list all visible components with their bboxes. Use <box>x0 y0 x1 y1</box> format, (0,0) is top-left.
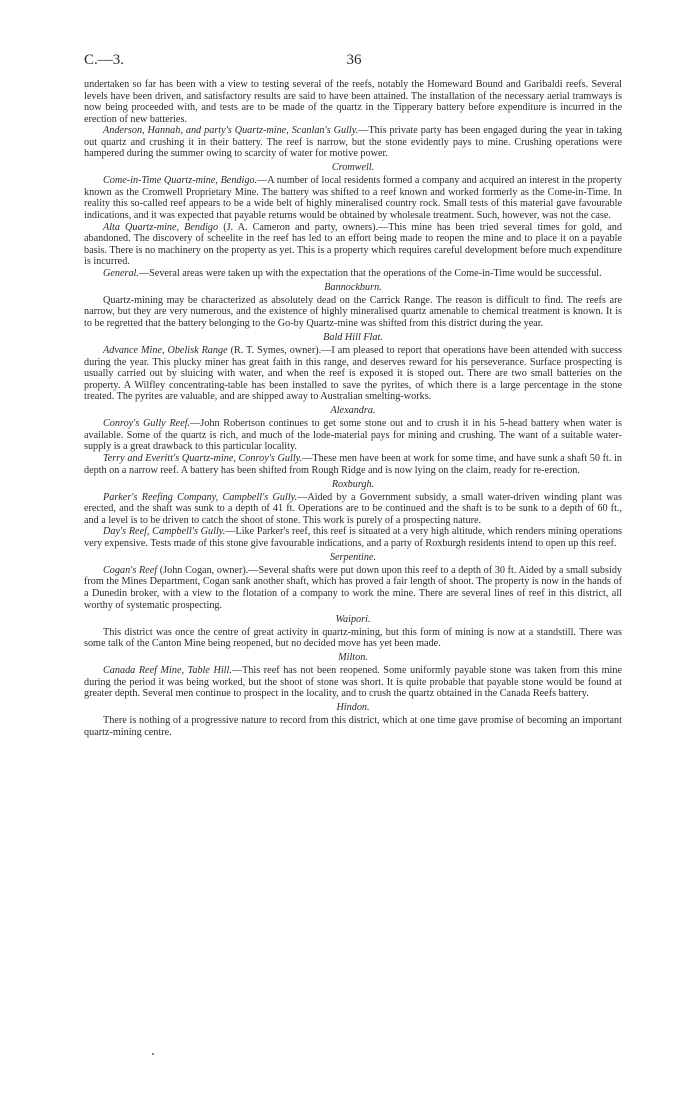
come-in-time-text: —A number of local residents formed a company and acquired an interest in the property known as the Cromwell Proprietary Mine. The battery was shifted to a reef known and worked formerly as the Come-in-Time. In reality this so-called reef appears to be a wide belt of highly mineralised country rock. Small tests of this material gave favourable indications, and it was expected that payable returns would be obtained by wholesale treatment. Such, however, was not the case. <box>84 175 622 222</box>
conroys-gully-paragraph <box>84 418 622 453</box>
terry-everitt-text: —These men have been at work for some time, and have sunk a shaft 50 ft. in depth on a narrow reef. A battery has been shifted from Rough Ridge and is now lying on the claim, ready for re-erection. <box>84 452 622 476</box>
milton-heading: Milton. <box>338 652 368 664</box>
advance-mine-paragraph <box>84 345 622 403</box>
waipori-heading: Waipori. <box>335 613 371 625</box>
alexandra-heading: Alexandra. <box>330 405 376 417</box>
parkers-reefing-text: —Aided by a Government subsidy, a small water-driven winding plant was erected, and the shaft was sunk to a depth of 41 ft. Operations are to be continued and the shaft is to be sunk to a depth of 60 ft., and a level is to be driven to catch the shoot of stone. This work is purely of a prospecting nature. <box>84 491 622 526</box>
days-reef-title: Day's Reef, Campbell's Gully. <box>103 526 226 538</box>
parkers-reefing-title: Parker's Reefing Company, Campbell's Gully. <box>103 491 298 503</box>
bannockburn-heading: Bannockburn. <box>324 281 382 293</box>
canada-reef-text: —This reef has not been reopened. Some uniformly payable stone was taken from this mine during the period it was being worked, but the shoot of stone was short. It is quite probable that payable stone would be found at greater depth. Several men continue to prospect in the locality, and to crush the quartz obtained in the Canada Reefs battery. <box>84 665 622 700</box>
page-body <box>84 79 622 739</box>
cogans-reef-title: Cogan's Reef <box>103 564 158 576</box>
terry-everitt-paragraph <box>84 453 622 476</box>
advance-mine-text: (R. T. Symes, owner).—I am pleased to report that operations have been attended with success during the year. This plucky miner has great faith in this range, and deserves reward for his perseverance. Surface prospecting is usually carried out by sluicing with water, and when the reef is exposed it is stoped out. There are two small batteries on the property. A Wilfley concentrating-table has been installed to save the pyrites, of which there is a large percentage in the stone treated. The pyrites are valuable, and are shipped away to Australian smelting-works. <box>84 345 622 403</box>
cromwell-general-paragraph <box>84 268 622 280</box>
come-in-time-title: Come-in-Time Quartz-mine, Bendigo. <box>103 175 258 187</box>
canada-reef-title: Canada Reef Mine, Table Hill. <box>103 665 232 677</box>
anderson-text: —This private party has been engaged during the year in taking out quartz and crushing it in their battery. The reef is narrow, but the stone evidently pays to mine. Crushing operations were hampered during the summer owing to scarcity of water for motive power. <box>84 125 622 160</box>
intro-paragraph: undertaken so far has been with a view to testing several of the reefs, notably the Homeward Bound and Garibaldi reefs. Several levels have been driven, and satisfactory results are said to have been attained. The installation of the necessary aerial tramways is now being proceeded with, and tests are to be made of the quartz in the Tipperary battery before expenditure is incurred in the erection of new batteries. <box>84 79 622 125</box>
bald-hill-heading: Bald Hill Flat. <box>323 331 383 343</box>
alta-title: Alta Quartz-mine, Bendigo <box>103 221 219 233</box>
general-text: —Several areas were taken up with the expectation that the operations of the Come-in-Time would be successful. <box>138 267 602 279</box>
report-code: C.—3. <box>84 52 125 68</box>
bannockburn-paragraph: Quartz-mining may be characterized as absolutely dead on the Carrick Range. The reason is difficult to find. The reefs are narrow, but they are very numerous, and the existence of highly mineralised quartz amenable to chemical treatment is known. It is to be regretted that the battery belonging to the Go-by Quartz-mine was shifted from this district during the year. <box>84 294 622 329</box>
anderson-paragraph <box>84 125 622 160</box>
roxburgh-heading: Roxburgh. <box>331 478 375 490</box>
hindon-heading: Hindon. <box>336 702 370 714</box>
page-header <box>84 52 624 72</box>
terry-everitt-title: Terry and Everitt's Quartz-mine, Conroy's Gully. <box>103 452 303 464</box>
cogans-reef-text: (John Cogan, owner).—Several shafts were put down upon this reef to a depth of 30 ft. Aided by a small subsidy from the Mines Department, Cogan sank another shaft, which has proved a fair length of shoot. The property is now in the hands of a Dunedin broker, with a view to the flotation of a company to work the mine. There are several lines of reef in this district, all worthy of systematic prospecting. <box>84 564 623 611</box>
conroys-gully-title: Conroy's Gully Reef. <box>103 418 191 430</box>
serpentine-heading: Serpentine. <box>329 551 377 563</box>
come-in-time-paragraph <box>84 175 622 221</box>
waipori-paragraph: This district was once the centre of great activity in quartz-mining, but this form of mining is now at a standstill. There was some talk of the Canton Mine being reopened, but no decided move has yet been made. <box>84 626 622 650</box>
page-number: 36 <box>346 52 362 68</box>
days-reef-paragraph <box>84 526 622 549</box>
parkers-reefing-paragraph <box>84 492 622 527</box>
days-reef-text: —Like Parker's reef, this reef is situated at a very high altitude, which renders mining operations very expensive. Tests made of this stone give favourable indications, and a party of Roxburgh residents intend to open up this reef. <box>84 526 622 549</box>
scan-speck <box>152 1053 154 1055</box>
advance-mine-title: Advance Mine, Obelisk Range <box>103 345 228 357</box>
anderson-title: Anderson, Hannah, and party's Quartz-mine, Scanlan's Gully. <box>103 125 359 137</box>
alta-paragraph <box>84 222 622 268</box>
cogans-reef-paragraph <box>84 565 622 611</box>
general-title: General. <box>103 267 139 279</box>
conroys-gully-text: —John Robertson continues to get some stone out and to crush it in his 5-head battery when water is available. Some of the quartz is rich, and much of the lode-material pays for mining and crushing. The want of a suitable water-supply is a great drawback to this particular locality. <box>84 418 622 453</box>
hindon-paragraph: There is nothing of a progressive nature to record from this district, which at one time gave promise of becoming an important quartz-mining centre. <box>84 715 622 738</box>
canada-reef-paragraph <box>84 665 622 700</box>
cromwell-heading: Cromwell. <box>331 162 375 174</box>
alta-text: (J. A. Cameron and party, owners).—This mine has been tried several times for gold, and abandoned. The discovery of scheelite in the reef has led to an effort being made to reopen the mine and to place it on a payable basis. There is no machinery on the property as yet. This is a property which requires careful development before much expenditure is incurred. <box>84 221 622 268</box>
